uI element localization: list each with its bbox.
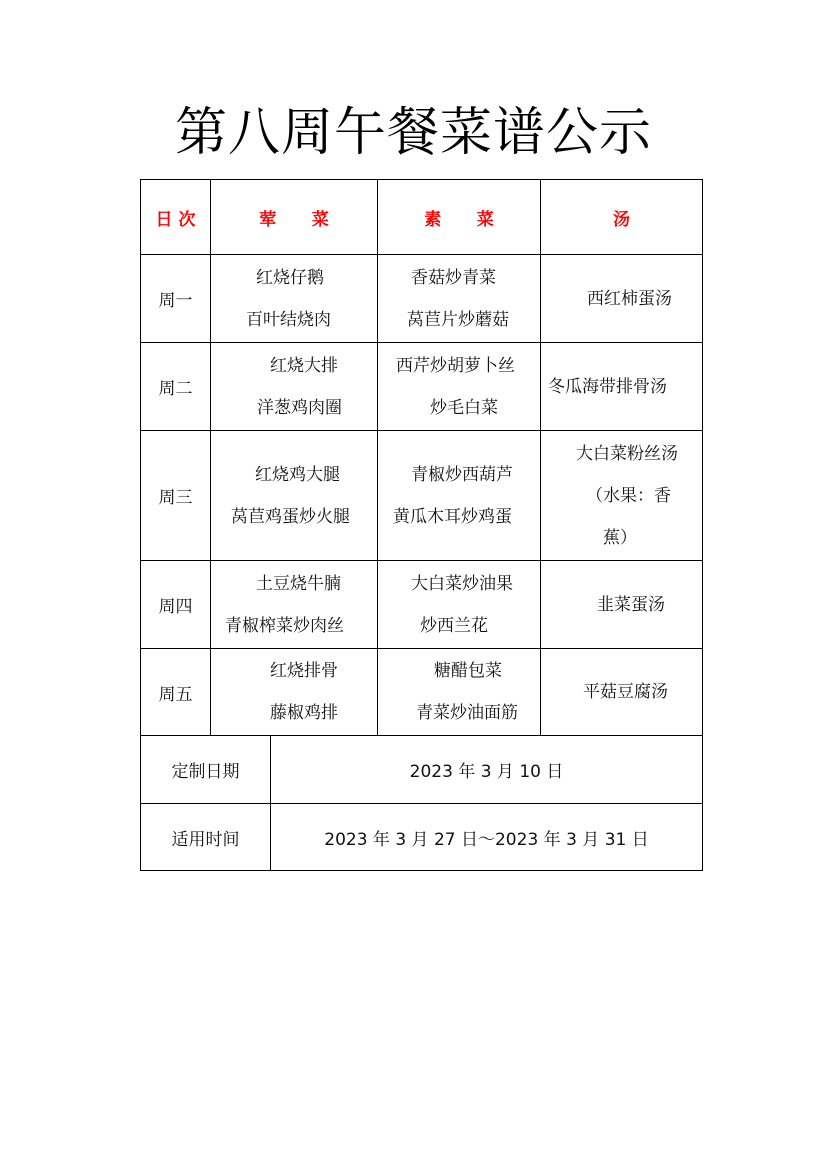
dish: 红烧大排: [270, 355, 338, 376]
made-date-label: 定制日期: [171, 762, 240, 782]
soup: [541, 649, 702, 735]
dish: 洋葱鸡肉圈: [257, 397, 342, 418]
dish: 黄瓜木耳炒鸡蛋: [393, 506, 512, 527]
dish-note: （水果：香: [586, 485, 671, 506]
header-veg: 素 菜: [424, 209, 494, 230]
valid-period-label: 适用时间: [171, 829, 240, 850]
table-border-right: [702, 179, 703, 871]
veg-dishes: [378, 343, 540, 430]
table-border-bottom: [140, 870, 703, 871]
dish: 莴苣片炒蘑菇: [407, 309, 509, 330]
dish: 土豆烧牛腩: [256, 573, 341, 594]
header-soup: 汤: [613, 209, 630, 230]
soup: [541, 343, 702, 430]
page-title: 第八周午餐菜谱公示: [174, 103, 652, 163]
veg-dishes: [378, 649, 540, 735]
made-date-value: 2023 年 3 月 10 日: [409, 762, 564, 782]
meat-dishes: [211, 649, 377, 735]
dish: 青菜炒油面筋: [416, 703, 518, 723]
day-label: 周五: [158, 684, 193, 705]
dish: 大白菜粉丝汤: [576, 443, 678, 464]
veg-dishes: [378, 431, 540, 560]
dish: 韭菜蛋汤: [597, 594, 665, 615]
header-day: 日 次: [155, 209, 196, 230]
menu-table: [140, 179, 703, 871]
dish: 红烧排骨: [270, 661, 338, 681]
day-label: 周一: [158, 291, 193, 311]
dish: 大白菜炒油果: [411, 573, 513, 594]
dish: 糖醋包菜: [434, 661, 502, 681]
dish: 炒西兰花: [420, 615, 488, 636]
dish-note: 蕉）: [603, 527, 637, 548]
soup: [541, 255, 702, 342]
veg-dishes: [378, 255, 540, 342]
meat-dishes: [211, 343, 377, 430]
dish: 红烧鸡大腿: [255, 464, 340, 485]
soup: [541, 561, 702, 648]
meat-dishes: [211, 431, 377, 560]
dish: 西芹炒胡萝卜丝: [396, 355, 515, 376]
dish: 百叶结烧肉: [246, 309, 331, 330]
meat-dishes: [211, 561, 377, 648]
day-label: 周三: [158, 488, 193, 508]
soup: [541, 431, 702, 560]
dish: 平菇豆腐汤: [583, 682, 668, 702]
day-label: 周四: [158, 597, 193, 617]
dish: 青椒炒西葫芦: [411, 464, 513, 485]
valid-period-value: 2023 年 3 月 27 日～2023 年 3 月 31 日: [324, 829, 649, 850]
dish: 西红柿蛋汤: [587, 288, 672, 309]
header-meat: 荤 菜: [259, 209, 329, 230]
dish: 莴苣鸡蛋炒火腿: [231, 506, 350, 527]
veg-dishes: [378, 561, 540, 648]
dish: 香菇炒青菜: [411, 267, 496, 288]
dish: 冬瓜海带排骨汤: [548, 376, 667, 397]
day-label: 周二: [158, 379, 193, 399]
dish: 红烧仔鹅: [256, 267, 324, 288]
meat-dishes: [211, 255, 377, 342]
dish: 青椒榨菜炒肉丝: [225, 615, 344, 636]
dish: 炒毛白菜: [430, 397, 498, 418]
dish: 藤椒鸡排: [270, 703, 338, 723]
